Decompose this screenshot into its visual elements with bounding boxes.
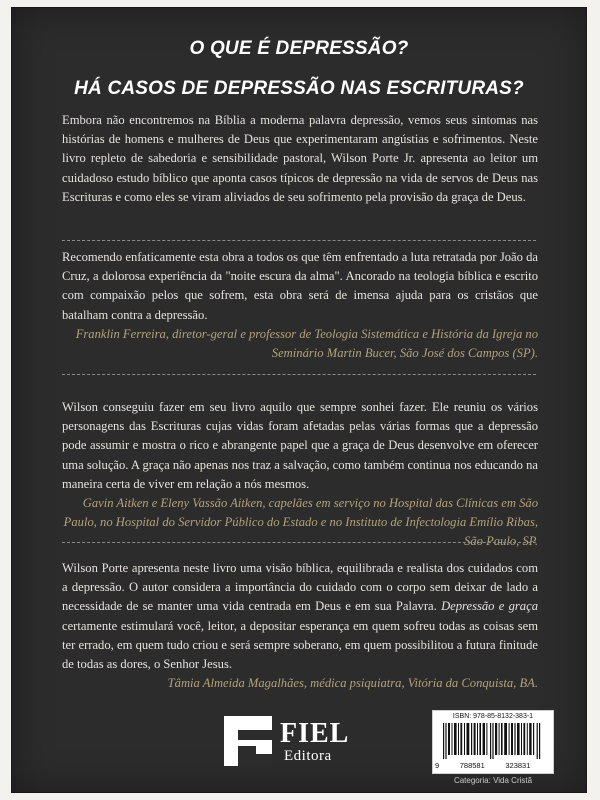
endorsement-3-author: Tâmia Almeida Magalhães, médica psiquiatra, Vitória da Conquista, BA. [167,676,538,691]
barcode-digit-first: 9 [435,761,440,770]
fiel-logo-icon [224,716,272,766]
divider-1 [62,240,536,241]
endorsement-1-author: Franklin Ferreira, diretor-geral e professor de Teologia Sistemática e História da Igreja no Seminário Martin Bucer, São José dos Campos (SP). [75,326,538,361]
endorsement-3-text-before: Wilson Porte apresenta neste livro uma visão bíblica, equilibrada e realista dos cuidados com a depressão. O autor considera a importância do cuidado com o corpo sem deixar de lado a necessidade de se manter uma vida centrada em Deus e em sua Palavra. [62,561,538,614]
endorsement-2-author: Gavin Aitken e Eleny Vassão Aitken, capelães em serviço no Hospital das Clínicas em São Paulo, no Hospital do Servidor Público do Estado e no Instituto de Infectologia Emílio Ribas, São Paulo, SP. [63,496,538,549]
endorsement-1-text: Recomendo enfaticamente esta obra a todos os que têm enfrentado a luta retratada por João da Cruz, a dolorosa experiência da "noite escura da alma". Ancorado na teologia bíblica e escrito com compaixão pelos que sofrem, esta obra será de imensa ajuda para os cristãos que batalham contra a depressão. [62,250,538,322]
book-title-italic: Depressão e graça [441,599,538,614]
barcode-bars-icon [443,723,543,759]
barcode-digits-group-2: 323831 [505,761,531,770]
publisher-subtitle: Editora [284,748,332,764]
isbn-label: ISBN: 978-85-8132-383-1 [452,713,534,720]
barcode-digits [435,761,551,770]
divider-2 [62,374,536,375]
endorsement-2 [62,398,538,552]
publisher-name: FIEL [280,718,350,749]
headline-question-2: HÁ CASOS DE DEPRESSÃO NAS ESCRITURAS? [74,78,524,99]
category-label: Categoria: Vida Cristã [453,776,533,785]
endorsement-2-text: Wilson conseguiu fazer em seu livro aquilo que sempre sonhei fazer. Ele reuniu os vários personagens das Escrituras cujas vidas foram afetadas pelas várias formas que a depressão pode assumir e mostra o rico e abrangente papel que a graça de Deus desenvolve em oferecer uma solução. A graça não apenas nos traz a salvação, como também continua nos educando na maneira certa de viver em relação a nós mesmos. [62,400,538,491]
headline-question-1: O QUE É DEPRESSÃO? [189,38,409,59]
endorsement-3 [62,559,538,693]
publisher-logo [224,716,374,768]
barcode-digits-group-1: 788581 [459,761,485,770]
back-cover [12,8,586,792]
endorsement-1 [62,248,538,363]
intro-paragraph: Embora não encontremos na Bíblia a moderna palavra depressão, vemos seus sintomas nas histórias de homens e mulheres de Deus que experimentaram angústias e sofrimentos. Neste livro repleto de sabedoria e sensibilidade pastoral, Wilson Porte Jr. apresenta ao leitor um cuidadoso estudo bíblico que aponta casos típicos de depressão na vida de servos de Deus nas Escrituras e como eles se viram aliviados de seu sofrimento pela provisão da graça de Deus. [62,113,538,204]
endorsement-3-text-after: certamente estimulará você, leitor, a depositar esperança em quem sofreu todas as coisas sem ter errado, em quem tudo criou e será sempre soberano, em quem possibilitou a futura finitude de todas as dores, o Senhor Jesus. [62,618,538,672]
isbn-barcode [432,710,554,774]
divider-3 [62,542,536,543]
